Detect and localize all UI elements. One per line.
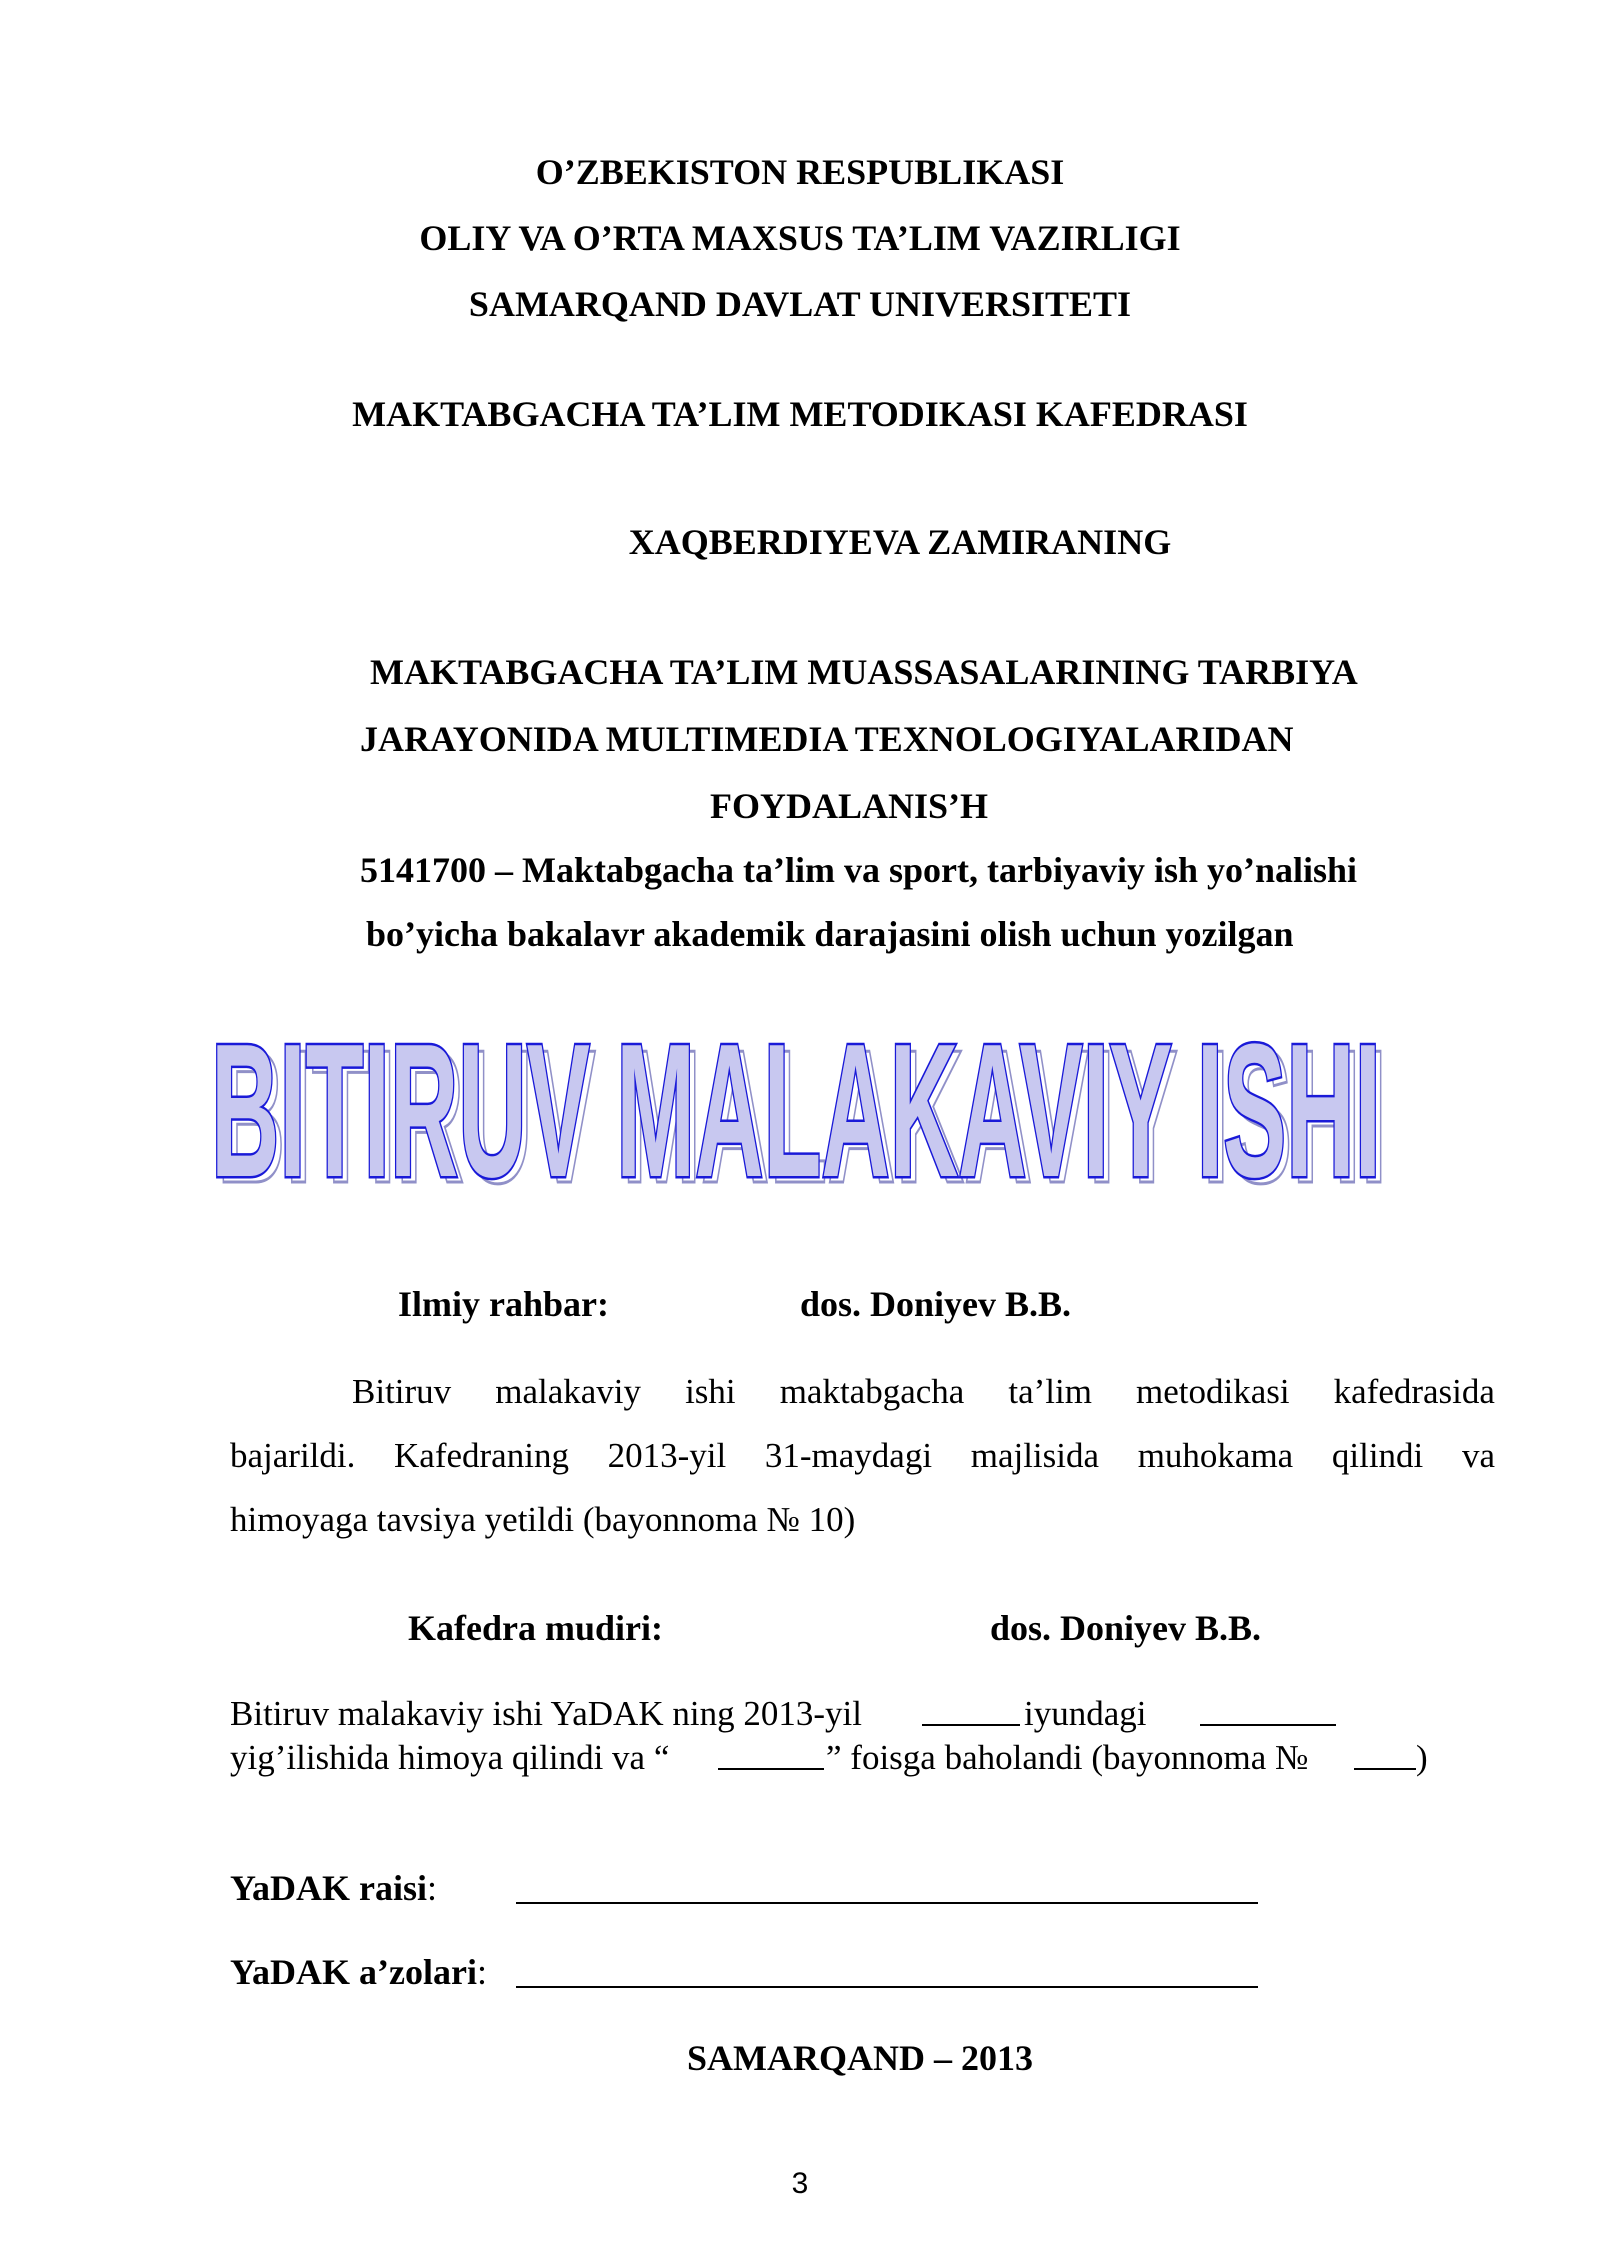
commission-members-row	[230, 1950, 487, 1994]
defense-note-line-2-part-1: yig’ilishida himoya qilindi va “	[230, 1738, 670, 1777]
commission-members-label: YaDAK a’zolari	[230, 1952, 477, 1992]
defense-note-line-1-part-2: iyundagi	[1024, 1694, 1147, 1733]
city-year: SAMARQAND – 2013	[687, 2038, 1033, 2078]
commission-members-colon: :	[476, 1952, 487, 1992]
department-note-line-3	[230, 1488, 1495, 1552]
department-note-line-2-word: muhokama	[1137, 1436, 1294, 1475]
department-note-line-1-word: Bitiruv	[352, 1372, 452, 1411]
ministry-name: OLIY VA O’RTA MAXSUS TA’LIM VAZIRLIGI	[419, 218, 1181, 258]
supervisor-label: Ilmiy rahbar:	[398, 1284, 609, 1324]
department-note-line-2-word: 2013-yil	[607, 1436, 727, 1475]
department-note-line-1-word: metodikasi	[1136, 1372, 1290, 1411]
work-type-wordart	[0, 1010, 1600, 1210]
university-name: SAMARQAND DAVLAT UNIVERSITETI	[468, 284, 1132, 324]
department-note-line-1-word: maktabgacha	[779, 1372, 965, 1411]
defense-meeting-blank	[1200, 1724, 1336, 1726]
commission-chair-colon: :	[427, 1868, 438, 1908]
department-note-line-2-word: 31-maydagi	[764, 1436, 933, 1475]
ministry-country: O’ZBEKISTON RESPUBLIKASI	[535, 152, 1065, 192]
page-number: 3	[791, 2167, 809, 2200]
department-name: MAKTABGACHA TA’LIM METODIKASI KAFEDRASI	[352, 394, 1248, 434]
thesis-title-line-3: FOYDALANIS’H	[710, 786, 989, 826]
defense-note-line-2-part-3: )	[1416, 1738, 1428, 1777]
defense-note-line-2-part-2: ” foisga baholandi (bayonnoma №	[826, 1738, 1309, 1777]
commission-chair-label: YaDAK raisi	[230, 1868, 427, 1908]
commission-members-signature-line	[516, 1986, 1258, 1988]
department-note-line-2-word: bajarildi.	[230, 1436, 356, 1475]
department-note-line-1-word: ishi	[685, 1372, 736, 1411]
thesis-title-line-1: MAKTABGACHA TA’LIM MUASSASALARINING TARBIYA	[370, 652, 1358, 692]
protocol-number-blank	[1354, 1768, 1416, 1770]
department-note-line-2-word: va	[1461, 1436, 1495, 1475]
head-of-department-name: dos. Doniyev B.B.	[990, 1608, 1262, 1648]
author-name: XAQBERDIYEVA ZAMIRANING	[628, 522, 1172, 562]
department-note-line-2	[230, 1424, 1495, 1488]
specialty-line-1: 5141700 – Maktabgacha ta’lim va sport, tarbiyaviy ish yo’nalishi	[360, 850, 1358, 890]
commission-chair-row	[230, 1866, 437, 1910]
department-note-line-2-word: Kafedraning	[394, 1436, 569, 1475]
grade-percent-blank	[718, 1768, 824, 1770]
department-note-line-2-word: majlisida	[970, 1436, 1100, 1475]
defense-note-line-1-part-1: Bitiruv malakaviy ishi YaDAK ning 2013-yil	[230, 1694, 862, 1733]
department-note-line-1-word: malakaviy	[495, 1372, 642, 1411]
department-note-line-1-word: ta’lim	[1008, 1372, 1092, 1411]
specialty-line-2: bo’yicha bakalavr akademik darajasini olish uchun yozilgan	[366, 914, 1294, 954]
department-note-line-3-text: himoyaga tavsiya yetildi (bayonnoma № 10)	[230, 1500, 856, 1539]
commission-chair-signature-line	[516, 1902, 1258, 1904]
work-type-shadow: BITIRUV MALAKAVIY ISHI	[217, 1011, 1387, 1210]
department-note-line-1-word: kafedrasida	[1333, 1372, 1495, 1411]
supervisor-name: dos. Doniyev B.B.	[800, 1284, 1072, 1324]
department-note-line-2-word: qilindi	[1331, 1436, 1424, 1475]
work-type-title: BITIRUV MALAKAVIY ISHI	[211, 1010, 1381, 1210]
head-of-department-label: Kafedra mudiri:	[408, 1608, 663, 1648]
defense-day-blank	[922, 1724, 1020, 1726]
department-note-paragraph	[230, 1360, 1495, 1552]
department-note-line-1	[230, 1360, 1495, 1424]
thesis-title-line-2: JARAYONIDA MULTIMEDIA TEXNOLOGIYALARIDAN	[360, 719, 1294, 759]
